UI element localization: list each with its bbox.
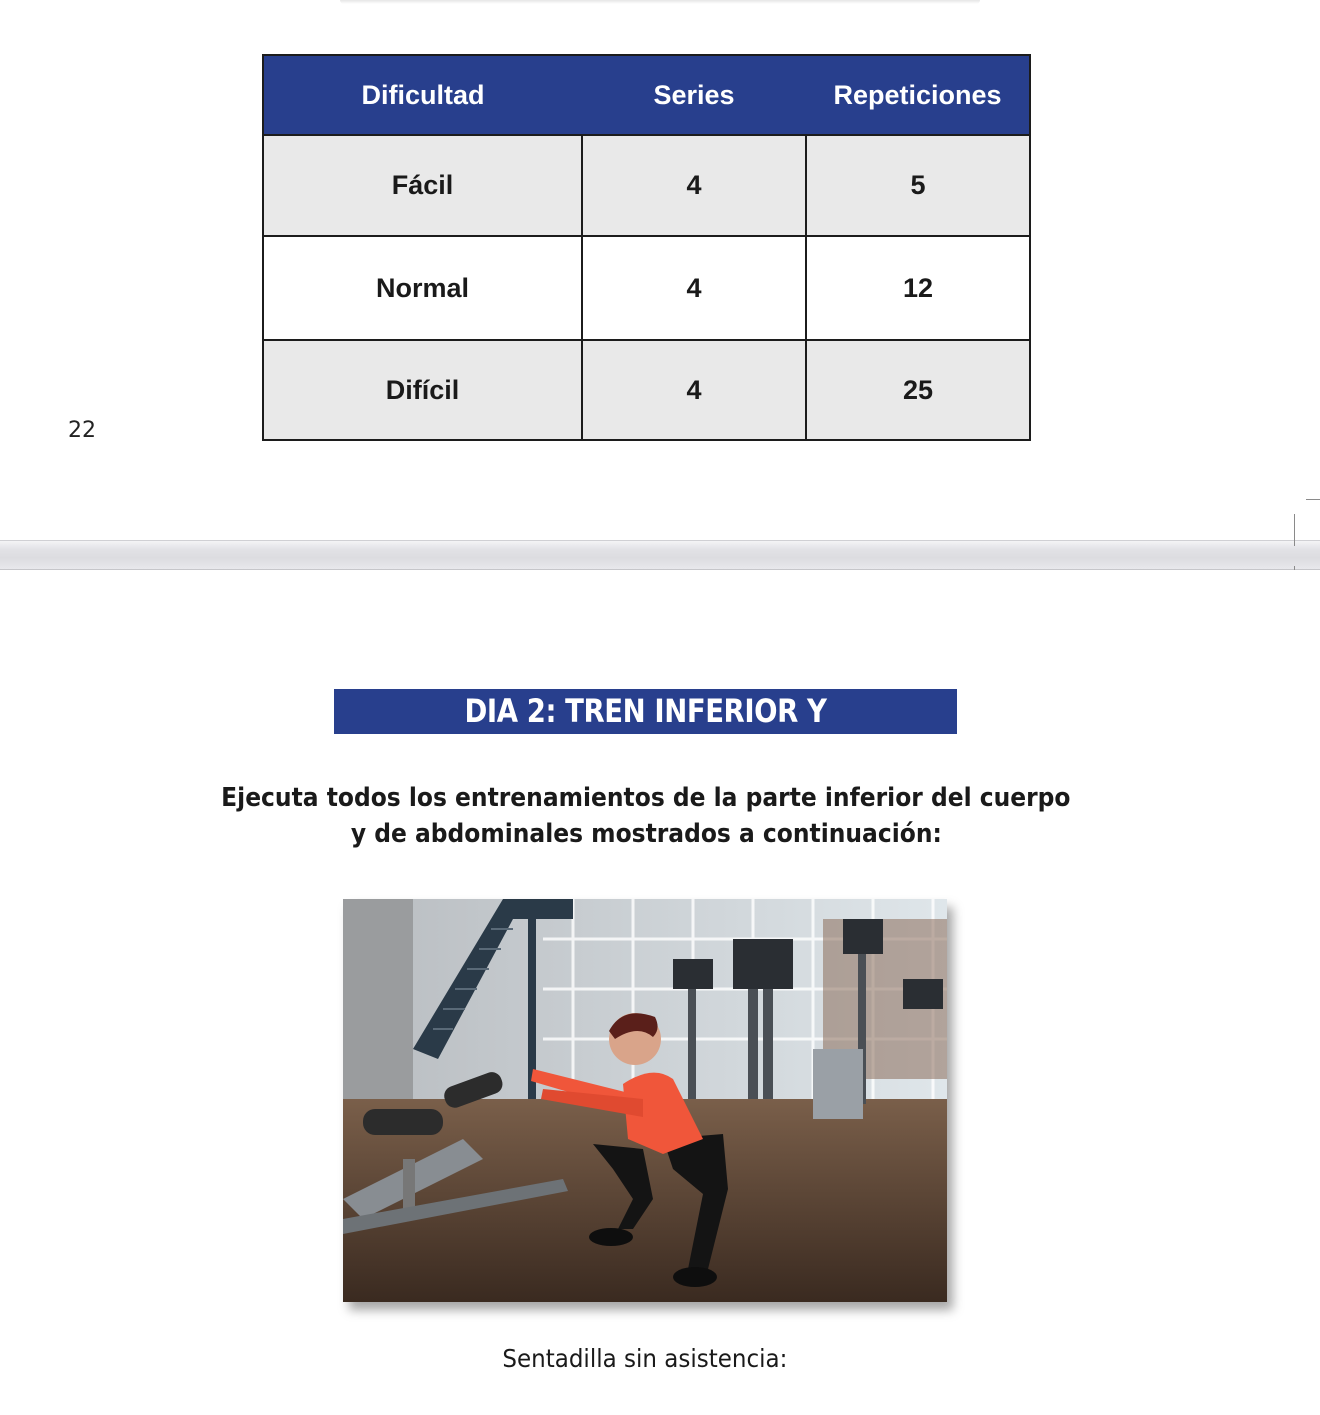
instructions-line-text: Ejecuta todos los entrenamientos de la parte inferior del cuerpo [221,783,1071,813]
cell-series: 4 [582,340,806,440]
page-separator [0,540,1320,570]
header-series: Series [582,55,806,135]
table-row [263,340,1030,440]
section-heading-text: DIA 2: TREN INFERIOR Y ABDOMINAL [464,692,827,775]
instructions-line-text: y de abdominales mostrados a continuación: [350,819,942,849]
exercise-caption-text: Sentadilla sin asistencia: [502,1344,788,1373]
exercise-caption [340,1344,950,1373]
crop-mark [1294,514,1295,546]
cell-repetitions: 12 [806,236,1030,340]
difficulty-table [262,54,1031,441]
exercise-photo [343,899,947,1302]
instructions-paragraph [160,780,1132,852]
cell-series: 4 [582,135,806,236]
section-heading [334,689,957,775]
cell-difficulty: Normal [263,236,582,340]
previous-content-shadow [340,0,980,4]
table-header-row [263,55,1030,135]
instructions-line [160,780,1132,816]
squat-photo-illustration [343,899,947,1302]
crop-mark [1306,499,1320,500]
header-repetitions: Repeticiones [806,55,1030,135]
header-difficulty: Dificultad [263,55,582,135]
page-23 [0,570,1320,1415]
page-number: 22 [68,418,96,443]
table-row [263,236,1030,340]
cell-repetitions: 25 [806,340,1030,440]
cell-difficulty: Difícil [263,340,582,440]
instructions-line [160,816,1132,852]
cell-difficulty: Fácil [263,135,582,236]
cell-repetitions: 5 [806,135,1030,236]
cell-series: 4 [582,236,806,340]
page-22 [0,0,1320,540]
table-row [263,135,1030,236]
